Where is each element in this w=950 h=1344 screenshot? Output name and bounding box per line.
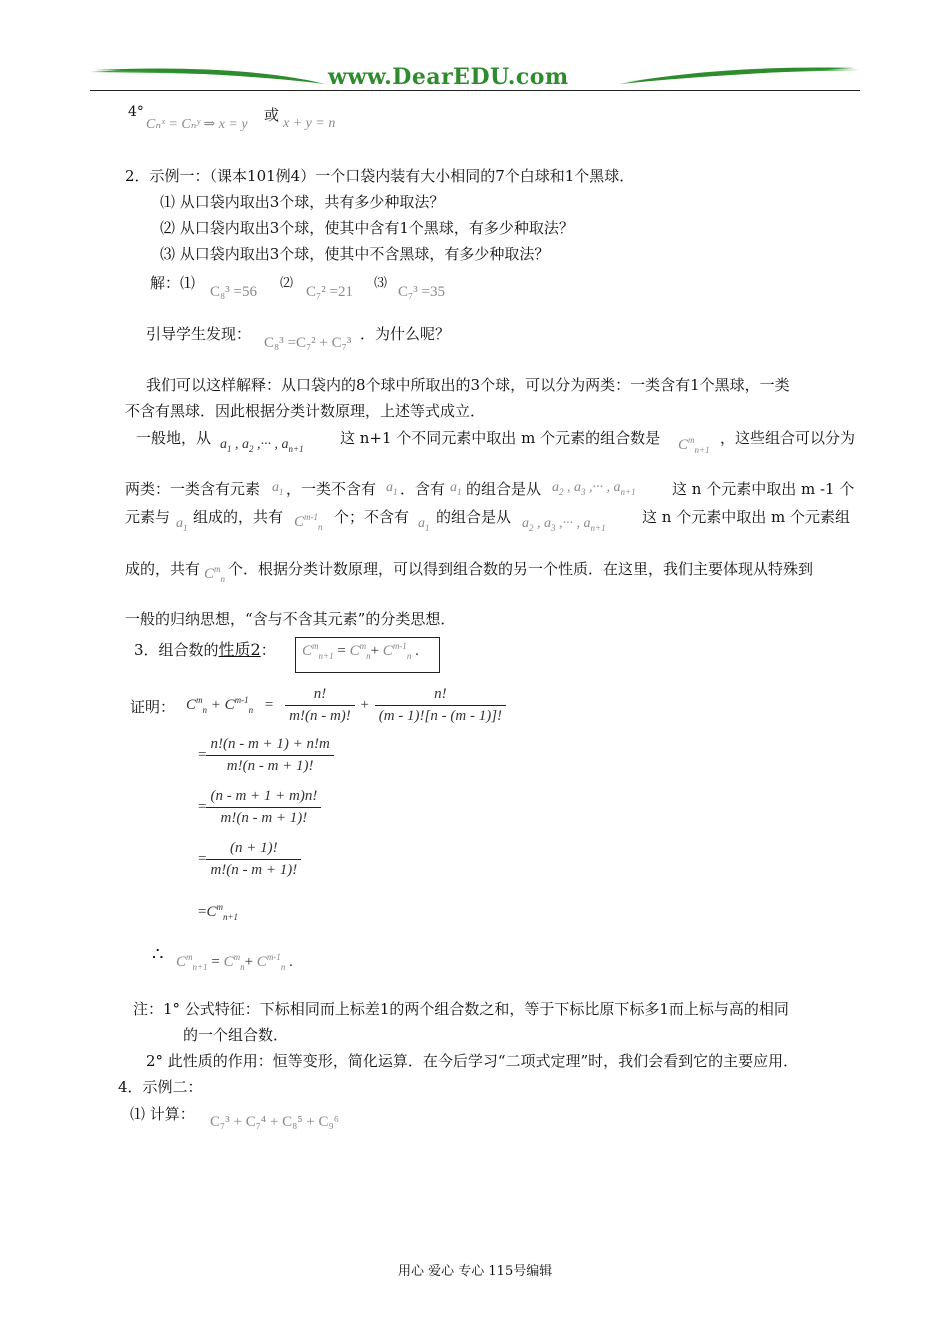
guide-text: 引导学生发现： bbox=[146, 325, 252, 343]
elem-d: 的组合是从 bbox=[436, 508, 512, 526]
solution-label: 解：⑴ bbox=[150, 274, 196, 292]
elem-c: 个；不含有 bbox=[334, 508, 410, 526]
property2-underlined: 性质2 bbox=[218, 640, 261, 659]
class-seq: $a_2$ , $a_3$ ,··· , $a_{n+1}$ bbox=[552, 480, 636, 497]
header-site-name: www.DearEDU.com bbox=[328, 64, 569, 90]
note-2: 2° 此性质的作用：恒等变形，简化运算．在今后学习“二项式定理”时，我们会看到它的主要应用． bbox=[146, 1052, 799, 1070]
elem-e: 这 n 个元素中取出 m 个元素组 bbox=[642, 508, 850, 526]
item-4-number: 4° bbox=[128, 104, 144, 120]
class-a: 两类：一类含有元素 bbox=[125, 480, 261, 498]
elem-a1: $a_1$ bbox=[176, 516, 188, 533]
proof-step-1: $C^m_n + C^{m-1}_n$ = $\frac{n!}{m!(n - m)!}$ + $\frac{n!}{(m - 1)![n - (m - 1)]!}$ bbox=[186, 686, 506, 725]
class-a1-1: $a_1$ bbox=[272, 480, 284, 497]
guide-formula: C₈³ =C₇² + C₇³ bbox=[264, 335, 352, 351]
general-a: 一般地，从 bbox=[136, 429, 212, 447]
guide-end: ．为什么呢？ bbox=[360, 325, 451, 343]
elem-a: 元素与 bbox=[125, 508, 171, 526]
elem-b: 组成的，共有 bbox=[193, 508, 284, 526]
example1-q2: ⑵ 从口袋内取出3个球，使其中含有1个黑球，有多少种取法？ bbox=[160, 219, 574, 237]
note-1-cont: 的一个组合数． bbox=[183, 1026, 289, 1044]
solution-3-label: ⑶ bbox=[374, 276, 388, 291]
proof-label: 证明： bbox=[130, 698, 176, 716]
form-a: 成的，共有 bbox=[125, 560, 201, 578]
solution-3: C₇³ =35 bbox=[398, 284, 445, 300]
general-comb: $C^m_{n+1}$ bbox=[678, 435, 710, 455]
example2-title: 4．示例二： bbox=[118, 1078, 203, 1096]
proof-step-2: = $\frac{n!(n - m + 1) + n!m}{m!(n - m + 1)!}$ bbox=[198, 736, 334, 775]
proof-step-3: = $\frac{(n - m + 1 + m)n!}{m!(n - m + 1)!}$ bbox=[198, 788, 321, 827]
footer-text: 用心 爱心 专心 115号编辑 bbox=[398, 1264, 553, 1279]
note-1: 注：1° 公式特征：下标相同而上标差1的两个组合数之和，等于下标比原下标多1而上标与高的相同 bbox=[133, 1000, 789, 1018]
example2-q1-label: ⑴ 计算： bbox=[130, 1105, 195, 1123]
explain-line-2: 不含有黑球．因此根据分类计数原理，上述等式成立． bbox=[125, 402, 486, 420]
example1-title: 2．示例一：（课本101例4）一个口袋内装有大小相同的7个白球和1个黑球． bbox=[125, 167, 635, 185]
header-rule bbox=[90, 90, 860, 91]
therefore-icon: ∴ bbox=[152, 944, 164, 965]
general-b: 这 n+1 个不同元素中取出 m 个元素的组合数是 bbox=[340, 429, 661, 447]
item-4-or: 或 bbox=[264, 106, 280, 124]
proof-step-5: $=C^m_{n+1}$ bbox=[198, 902, 239, 922]
item-4-formula: Cₙˣ = Cₙʸ ⇒ x = y bbox=[146, 117, 248, 132]
form-comb: $C^m_n$ bbox=[204, 564, 226, 584]
elem-comb: $C^{m-1}_n$ bbox=[294, 512, 323, 532]
general-seq: $a_1$ , $a_2$ ,··· , $a_{n+1}$ bbox=[220, 437, 304, 454]
proof-step-4: = $\frac{(n + 1)!}{m!(n - m + 1)!}$ bbox=[198, 840, 301, 879]
solution-2: C₇² =21 bbox=[306, 284, 353, 300]
example1-q3: ⑶ 从口袋内取出3个球，使其中不含黑球，有多少种取法？ bbox=[160, 245, 550, 263]
solution-2-label: ⑵ bbox=[280, 276, 294, 291]
class-a1-3: $a_1$ bbox=[450, 480, 462, 497]
elem-seq: $a_2$ , $a_3$ ,··· , $a_{n+1}$ bbox=[522, 516, 606, 533]
property2-formula: $C^m_{n+1} = C^m_n+ C^{m-1}_n$ . bbox=[302, 641, 419, 661]
item-4-formula-2: x + y = n bbox=[283, 116, 336, 131]
class-c: ．含有 bbox=[400, 480, 446, 498]
class-a1-2: $a_1$ bbox=[386, 480, 398, 497]
elem-a1-2: $a_1$ bbox=[418, 516, 430, 533]
class-d: 的组合是从 bbox=[466, 480, 542, 498]
example2-q1-formula: C₇³ + C₇⁴ + C₈⁵ + C₉⁶ bbox=[210, 1114, 340, 1130]
form-b: 个．根据分类计数原理，可以得到组合数的另一个性质．在这里，我们主要体现从特殊到 bbox=[228, 560, 814, 578]
left-swoosh-2 bbox=[95, 69, 325, 84]
general-c: ，这些组合可以分为 bbox=[720, 429, 856, 447]
class-e: 这 n 个元素中取出 m -1 个 bbox=[672, 480, 855, 498]
form-c: 一般的归纳思想，“含与不含其元素”的分类思想． bbox=[125, 610, 456, 628]
class-b: ，一类不含有 bbox=[286, 480, 377, 498]
solution-1: C₈³ =56 bbox=[210, 284, 257, 300]
example1-q1: ⑴ 从口袋内取出3个球，共有多少种取法？ bbox=[160, 193, 445, 211]
therefore-formula: $C^m_{n+1} = C^m_n+ C^{m-1}_n$ . bbox=[176, 952, 293, 972]
explain-line-1: 我们可以这样解释：从口袋内的8个球中所取出的3个球，可以分为两类：一类含有1个黑球，一类 bbox=[146, 376, 790, 394]
property2-title: 3．组合数的性质2： bbox=[134, 640, 276, 659]
